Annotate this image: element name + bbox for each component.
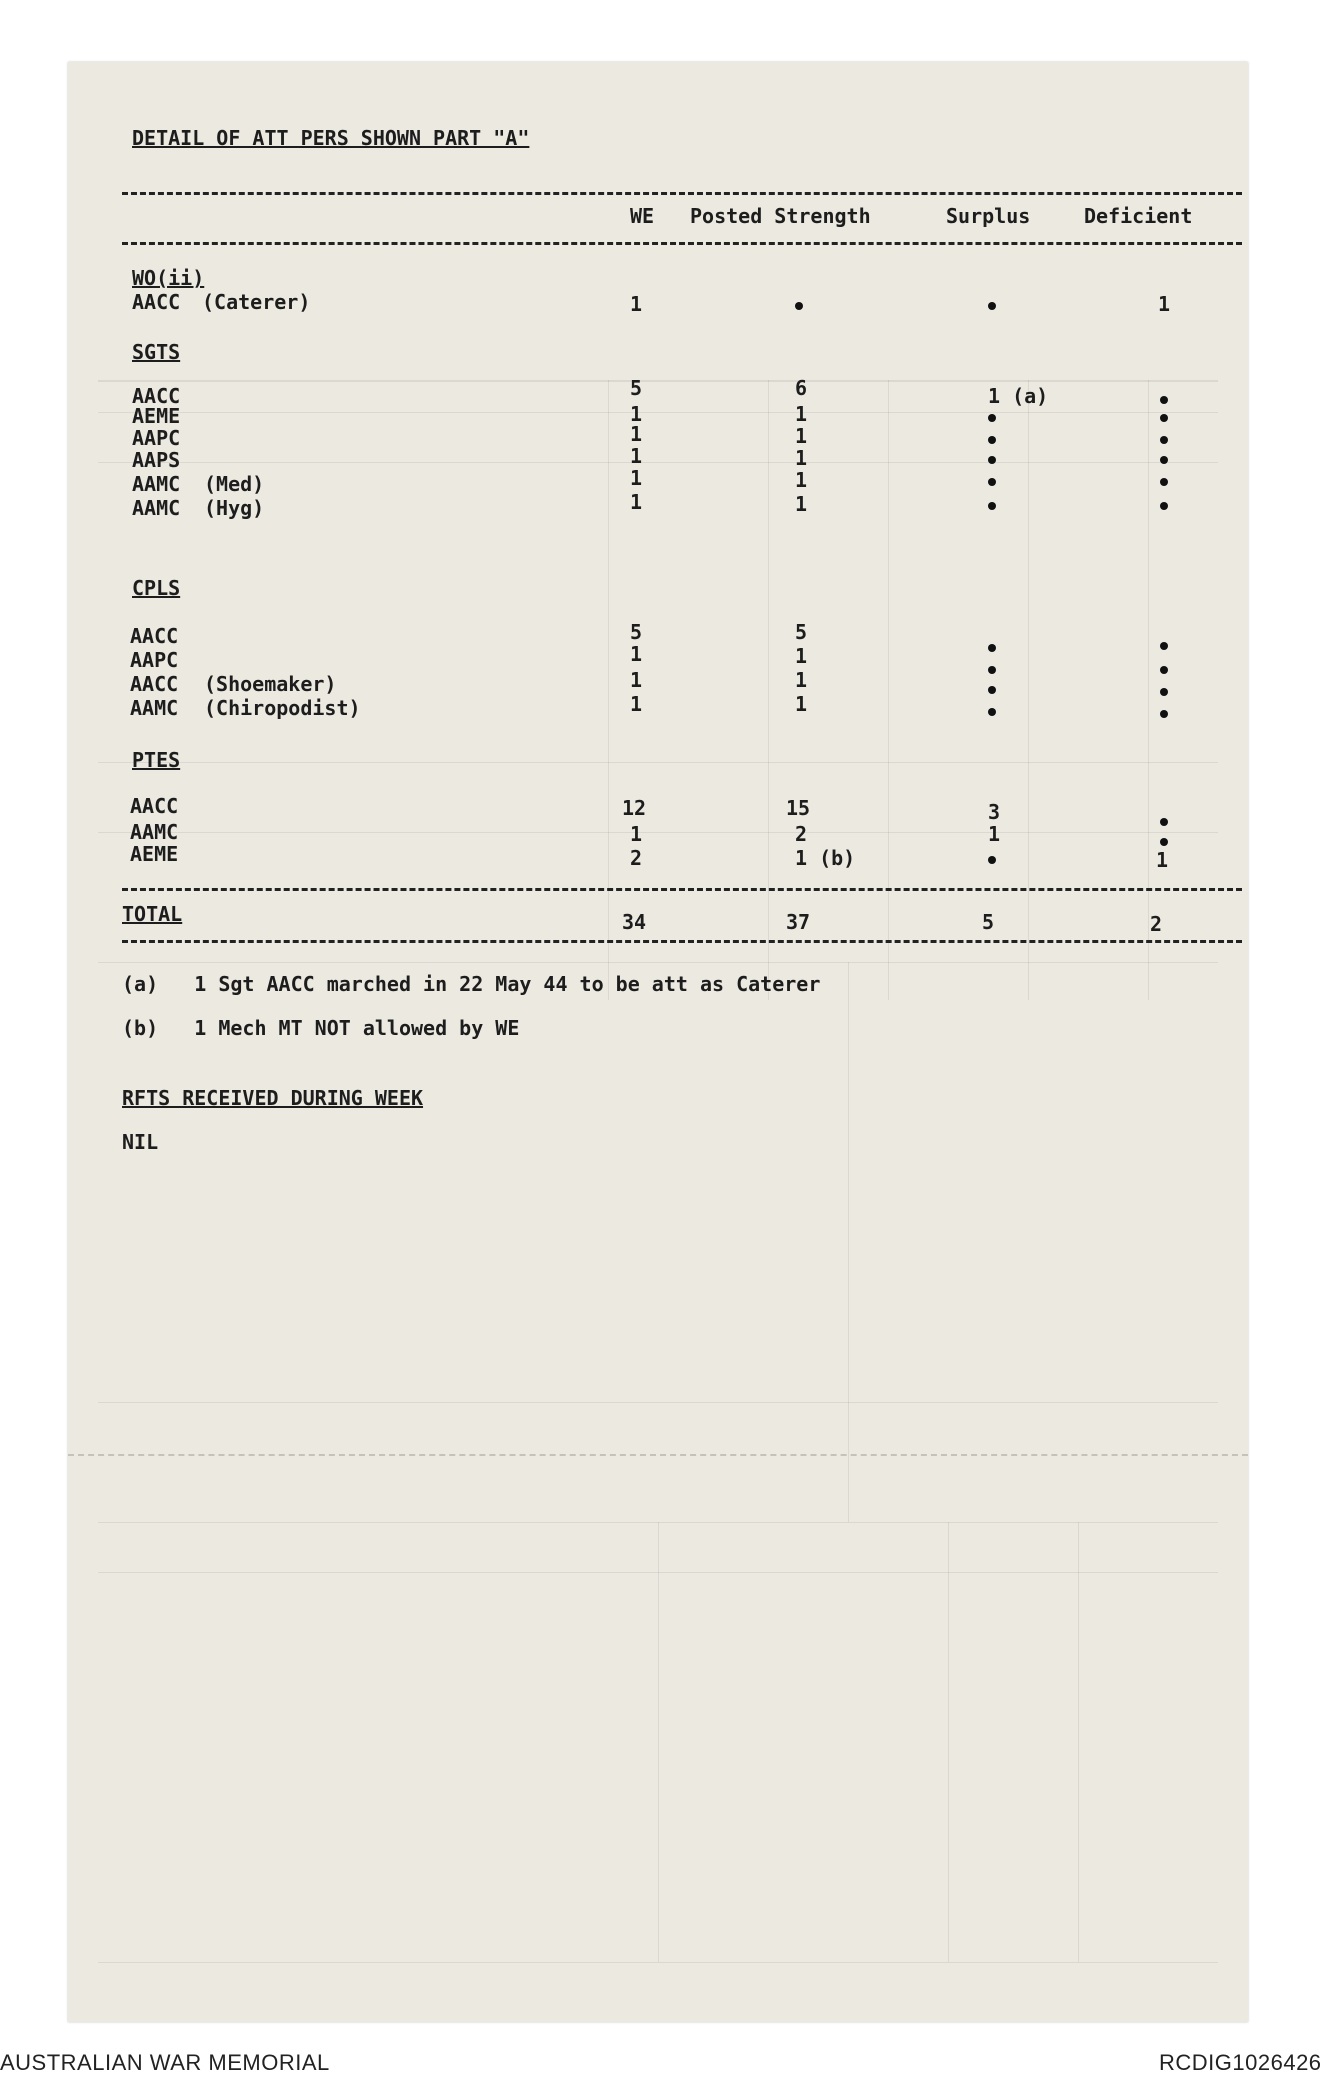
nil-mark: [988, 686, 996, 694]
rfts-heading: RFTS RECEIVED DURING WEEK: [122, 1086, 424, 1110]
nil-mark: [795, 302, 803, 310]
rule-top: [122, 192, 1242, 195]
row-unit: AAPC: [132, 426, 181, 450]
total-deficient: 2: [1150, 912, 1163, 936]
total-label: TOTAL: [122, 902, 183, 926]
row-unit: AACC: [132, 384, 181, 408]
rfts-value: NIL: [122, 1130, 159, 1154]
header-posted-strength: Posted Strength: [690, 204, 871, 228]
row-posted: 1: [795, 692, 808, 716]
nil-mark: [1160, 456, 1168, 464]
group-heading-cpls: CPLS: [132, 576, 181, 600]
row-unit: AACC: [130, 794, 179, 818]
nil-mark: [1160, 710, 1168, 718]
row-surplus: 1: [988, 822, 1001, 846]
nil-mark: [1160, 666, 1168, 674]
note-a: (a) 1 Sgt AACC marched in 22 May 44 to be att as Caterer: [122, 972, 821, 996]
nil-mark: [988, 708, 996, 716]
total-posted: 37: [786, 910, 811, 934]
row-posted: 1: [795, 468, 808, 492]
row-note: (Med): [204, 472, 265, 496]
row-deficient: 1: [1158, 292, 1171, 316]
archive-credit: AUSTRALIAN WAR MEMORIAL: [0, 2050, 330, 2075]
row-we: 1: [630, 642, 643, 666]
group-heading-sgts: SGTS: [132, 340, 181, 364]
row-unit: AAMC: [132, 496, 181, 520]
row-we: 1: [630, 490, 643, 514]
row-unit: AACC: [132, 290, 181, 314]
row-note: (Hyg): [204, 496, 265, 520]
nil-mark: [1160, 502, 1168, 510]
row-posted: 1: [795, 492, 808, 516]
header-surplus: Surplus: [946, 204, 1031, 228]
note-b: (b) 1 Mech MT NOT allowed by WE: [122, 1016, 520, 1040]
nil-mark: [988, 436, 996, 444]
row-unit: AACC: [130, 672, 179, 696]
nil-mark: [988, 456, 996, 464]
nil-mark: [988, 856, 996, 864]
row-note: (Shoemaker): [204, 672, 337, 696]
row-surplus: 3: [988, 800, 1001, 824]
row-unit: AAMC: [130, 696, 179, 720]
row-note: (Caterer): [202, 290, 311, 314]
row-unit: AEME: [132, 404, 181, 428]
nil-mark: [988, 644, 996, 652]
row-we: 1: [630, 292, 643, 316]
perforation-line: [68, 1454, 1248, 1456]
group-heading-wo: WO(ii): [132, 266, 205, 290]
row-posted: 6: [795, 376, 808, 400]
nil-mark: [988, 502, 996, 510]
nil-mark: [988, 414, 996, 422]
row-posted: 1: [795, 644, 808, 668]
row-posted: 1: [795, 668, 808, 692]
row-we: 1: [630, 668, 643, 692]
row-surplus: 1 (a): [988, 384, 1049, 408]
nil-mark: [1160, 414, 1168, 422]
nil-mark: [1160, 642, 1168, 650]
bleed-through-form: [68, 62, 1248, 2022]
nil-mark: [1160, 396, 1168, 404]
row-unit: AEME: [130, 842, 179, 866]
row-unit: AACC: [130, 624, 179, 648]
document-title: DETAIL OF ATT PERS SHOWN PART "A": [132, 126, 530, 150]
total-surplus: 5: [982, 910, 995, 934]
row-posted: 1: [795, 424, 808, 448]
row-we: 1: [630, 466, 643, 490]
nil-mark: [988, 478, 996, 486]
row-posted: 15: [786, 796, 811, 820]
total-we: 34: [622, 910, 647, 934]
group-heading-ptes: PTES: [132, 748, 181, 772]
row-posted: 1 (b): [795, 846, 856, 870]
nil-mark: [1160, 478, 1168, 486]
row-posted: 1: [795, 446, 808, 470]
nil-mark: [1160, 436, 1168, 444]
header-deficient: Deficient: [1084, 204, 1193, 228]
row-unit: AAPC: [130, 648, 179, 672]
row-unit: AAPS: [132, 448, 181, 472]
row-unit: AAMC: [132, 472, 181, 496]
row-we: 5: [630, 620, 643, 644]
row-we: 2: [630, 846, 643, 870]
row-we: 1: [630, 444, 643, 468]
row-posted: 2: [795, 822, 808, 846]
rule-total-top: [122, 888, 1242, 891]
row-posted: 1: [795, 402, 808, 426]
nil-mark: [1160, 838, 1168, 846]
nil-mark: [988, 302, 996, 310]
rule-header: [122, 242, 1242, 245]
rule-total-bottom: [122, 940, 1242, 943]
document-page: [68, 62, 1248, 2022]
row-deficient: 1: [1156, 848, 1169, 872]
archive-reference: RCDIG1026426: [1159, 2050, 1322, 2075]
row-we: 5: [630, 376, 643, 400]
row-we: 1: [630, 402, 643, 426]
row-note: (Chiropodist): [204, 696, 361, 720]
row-we: 12: [622, 796, 647, 820]
nil-mark: [988, 666, 996, 674]
nil-mark: [1160, 688, 1168, 696]
header-we: WE: [630, 204, 655, 228]
nil-mark: [1160, 818, 1168, 826]
row-unit: AAMC: [130, 820, 179, 844]
row-we: 1: [630, 822, 643, 846]
row-we: 1: [630, 422, 643, 446]
row-we: 1: [630, 692, 643, 716]
row-posted: 5: [795, 620, 808, 644]
